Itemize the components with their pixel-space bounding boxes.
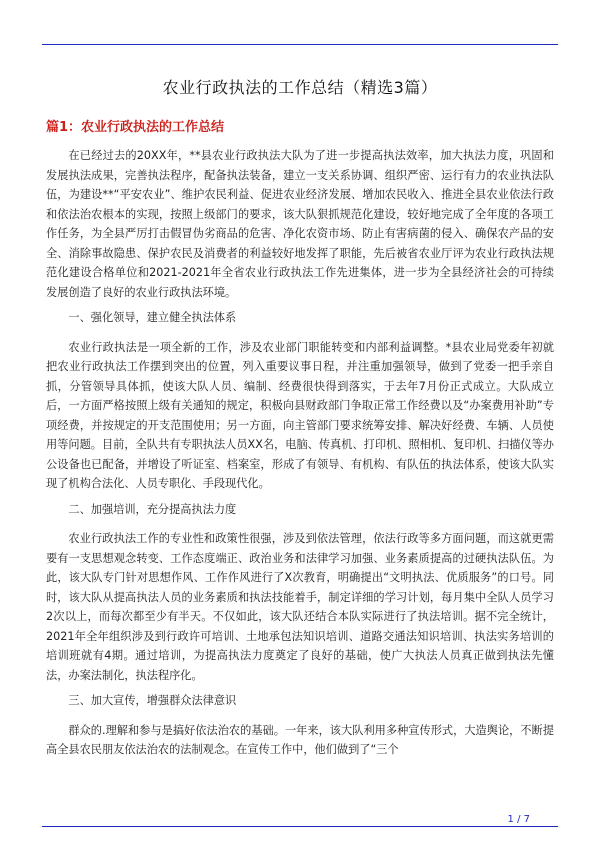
section-heading: 篇1：农业行政执法的工作总结: [46, 120, 225, 135]
paragraph: 在已经过去的20XX年，**县农业行政执法大队为了进一步提高执法效率，加大执法力度，巩固和发展执法成果，完善执法程序，配备执法装备，建立一支关系协调、组织严密、运行有力的农业执法队伍，为建设**“平安农业”、维护农民利益、促进农业经济发展、增加农民收入、推进全县农业依法行政和依法治农根本的实现，按照上级部门的要求，该大队狠抓规范化建设，较好地完成了全年度的各项工作任务，为全县严厉打击假冒伪劣商品的危害、净化农资市场、防止有害病菌的侵入、确保农产品的安全、消除事故隐患、保护农民及消费者的利益较好地发挥了职能，先后被省农业厅评为农业行政执法规范化建设合格单位和2021-2021年全省农业行政执法工作先进集体，进一步为全县经济社会的可持续发展创造了良好的农业行政执法环境。: [46, 149, 554, 299]
subheading: 三、加大宣传，增强群众法律意识: [68, 694, 237, 707]
document-body: [46, 146, 554, 766]
paragraph: 农业行政执法是一项全新的工作，涉及农业部门职能转变和内部利益调整。*县农业局党委年初就把农业行政执法工作摆到突出的位置，列入重要议事日程，并注重加强领导，做到了党委一把手亲自抓，分管领导具体抓，使该大队人员、编制、经费很快得到落实，于去年7月份正式成立。大队成立后，一方面严格按照上级有关通知的规定，积极向县财政部门争取正常工作经费以及“办案费用补助”专项经费，并按规定的开支范围使用；另一方面，向主管部门要求统筹安排、解决好经费、车辆、人员使用等问题。目前，全队共有专职执法人员XX名，电脑、传真机、打印机、照相机、复印机、扫描仪等办公设备也已配备，并增设了听证室、档案室，形成了有领导、有机构、有队伍的执法体系，使该大队实现了机构合法化、人员专职化、手段现代化。: [46, 340, 554, 490]
footer-rule: [42, 826, 558, 827]
header-rule: [42, 44, 558, 45]
subheading: 二、加强培训，充分提高执法力度: [68, 502, 237, 516]
document-title: 农业行政执法的工作总结（精选3篇）: [162, 78, 438, 97]
paragraph: 农业行政执法工作的专业性和政策性很强，涉及到依法管理，依法行政等多方面问题，而这就更需要有一支思想观念转变、工作态度端正、政治业务和法律学习加强、业务素质提高的过硬执法队伍。为此，该大队专门针对思想作风、工作作风进行了X次教育，明确提出“文明执法、优质服务”的口号。同时，该大队从提高执法人员的业务素质和执法技能着手，制定详细的学习计划，每月集中全队人员学习2次以上，而每次都至少有半天。不仅如此，该大队还结合本队实际进行了执法培训。据不完全统计，2021年全年组织涉及到行政许可培训、土地承包法知识培训、道路交通法知识培训、执法实务培训的培训班就有4期。通过培训，为提高执法力度奠定了良好的基础，使广大执法人员真正做到执法先懂法，办案法制化，执法程序化。: [46, 532, 554, 682]
subheading: 一、强化领导，建立健全执法体系: [68, 311, 237, 324]
paragraph: 群众的.理解和参与是搞好依法治农的基础。一年来，该大队利用多种宣传形式，大造舆论，不断提高全县农民朋友依法治农的法制观念。在宣传工作中，他们做到了“三个: [46, 723, 554, 756]
page-indicator: 1 / 7: [507, 814, 530, 825]
